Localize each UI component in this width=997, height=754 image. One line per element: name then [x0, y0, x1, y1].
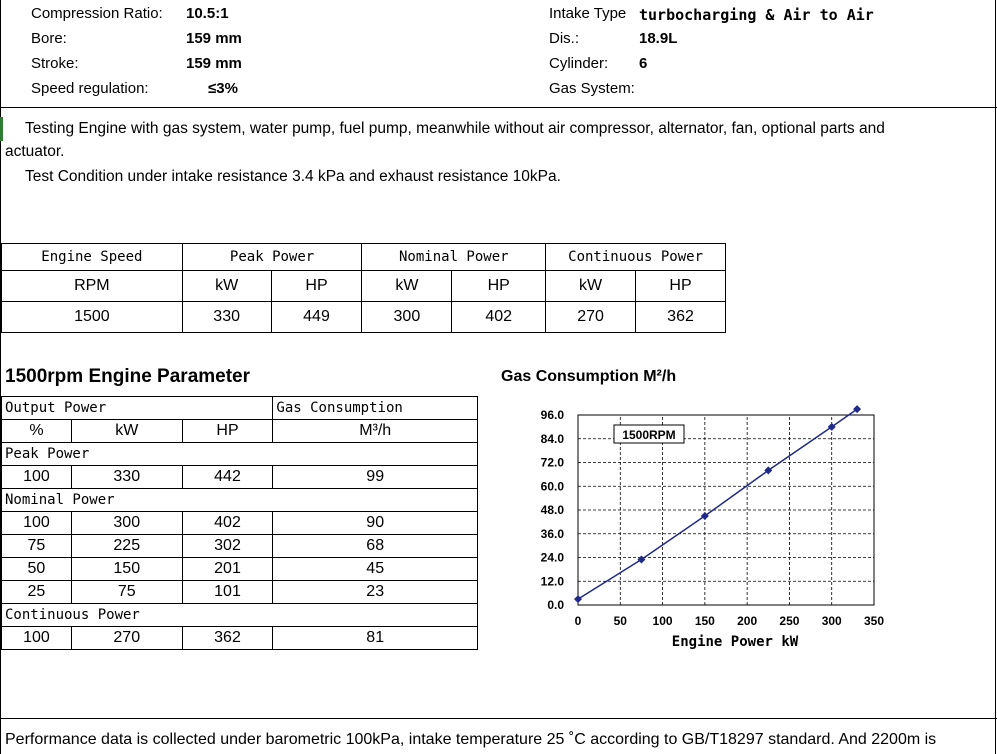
group-label-nominal: Nominal Power — [2, 489, 183, 512]
stroke-value: 159 mm — [186, 55, 242, 72]
note-line-1: Testing Engine with gas system, water pump, fuel pump, meanwhile without air compressor, alternator, fan, optional parts and — [25, 120, 885, 137]
power-table-units-row — [2, 271, 726, 302]
table-row — [2, 466, 478, 489]
header-engine-speed: Engine Speed — [2, 244, 183, 271]
cell-hp: 442 — [182, 466, 273, 489]
cylinder-value: 6 — [639, 55, 648, 72]
header-gas-consumption: Gas Consumption — [273, 397, 478, 420]
cell-hp: 101 — [182, 581, 273, 604]
unit-cell: HP — [636, 271, 726, 302]
cell-gas: 81 — [273, 627, 478, 650]
compression-ratio-value: 10.5:1 — [186, 5, 229, 22]
unit-cell: kW — [71, 420, 182, 443]
cell-kw: 300 — [71, 512, 182, 535]
table-row — [2, 627, 478, 650]
unit-cell: kW — [546, 271, 636, 302]
cell-percent: 100 — [2, 627, 72, 650]
group-spacer — [182, 443, 477, 466]
table-row — [2, 558, 478, 581]
y-tick-label: 48.0 — [540, 503, 564, 517]
cell-hp: 362 — [182, 627, 273, 650]
cell-gas: 23 — [273, 581, 478, 604]
data-point-marker — [574, 595, 582, 603]
table-row — [2, 581, 478, 604]
x-axis-label: Engine Power kW — [671, 634, 799, 650]
header-peak-power: Peak Power — [182, 244, 362, 271]
y-tick-label: 0.0 — [547, 598, 564, 612]
cell-gas: 90 — [273, 512, 478, 535]
gas-system-label: Gas System: — [549, 80, 635, 97]
value-cell: 300 — [362, 302, 452, 333]
power-table-header-row — [2, 244, 726, 271]
power-rating-table — [1, 243, 726, 333]
y-tick-label: 60.0 — [540, 479, 564, 494]
param-section-title: 1500rpm Engine Parameter — [5, 366, 251, 387]
intake-type-value: turbocharging & Air to Air — [639, 6, 874, 24]
y-tick-label: 96.0 — [540, 408, 564, 422]
x-tick-label: 150 — [694, 614, 715, 628]
x-tick-labels — [575, 614, 885, 628]
note-line-1b: actuator. — [5, 143, 65, 160]
legend-label: 1500RPM — [622, 428, 676, 442]
x-tick-label: 100 — [652, 614, 673, 628]
unit-cell: kW — [182, 271, 271, 302]
unit-cell: RPM — [2, 271, 183, 302]
bore-value: 159 mm — [186, 30, 242, 47]
compression-ratio-label: Compression Ratio: — [31, 5, 163, 22]
group-label-continuous: Continuous Power — [2, 604, 183, 627]
x-tick-label: 200 — [737, 614, 758, 628]
unit-cell: M³/h — [273, 420, 478, 443]
displacement-value: 18.9L — [639, 30, 678, 47]
section-divider-bottom — [0, 718, 997, 719]
value-cell: 1500 — [2, 302, 183, 333]
x-tick-label: 250 — [779, 614, 800, 628]
value-cell: 362 — [636, 302, 726, 333]
y-tick-label: 12.0 — [540, 574, 564, 589]
y-tick-label: 24.0 — [540, 550, 564, 565]
cell-hp: 302 — [182, 535, 273, 558]
selection-marker — [0, 117, 3, 141]
power-table-data-row — [2, 302, 726, 333]
cell-kw: 225 — [71, 535, 182, 558]
y-tick-label: 72.0 — [540, 455, 564, 470]
header-continuous-power: Continuous Power — [546, 244, 726, 271]
cylinder-label: Cylinder: — [549, 55, 609, 72]
group-row — [2, 489, 478, 512]
group-spacer — [182, 604, 477, 627]
value-cell: 270 — [546, 302, 636, 333]
x-tick-label: 300 — [821, 614, 842, 628]
y-tick-label: 84.0 — [540, 431, 564, 446]
note-line-2: Test Condition under intake resistance 3.4 kPa and exhaust resistance 10kPa. — [25, 168, 561, 185]
cell-kw: 75 — [71, 581, 182, 604]
x-tick-label: 50 — [613, 614, 627, 628]
unit-cell: HP — [271, 271, 362, 302]
group-row — [2, 604, 478, 627]
speed-regulation-value: ≤3% — [208, 80, 238, 97]
unit-cell: HP — [452, 271, 546, 302]
unit-cell: HP — [182, 420, 273, 443]
frame-right — [995, 0, 996, 754]
cell-percent: 25 — [2, 581, 72, 604]
cell-gas: 68 — [273, 535, 478, 558]
unit-cell: kW — [362, 271, 452, 302]
table-row — [2, 535, 478, 558]
header-output-power: Output Power — [2, 397, 273, 420]
cell-kw: 330 — [71, 466, 182, 489]
speed-regulation-label: Speed regulation: — [31, 80, 149, 97]
bore-label: Bore: — [31, 30, 67, 47]
group-label-peak: Peak Power — [2, 443, 183, 466]
y-tick-labels — [541, 408, 565, 612]
gas-consumption-chart — [530, 405, 890, 650]
y-tick-label: 36.0 — [540, 526, 564, 541]
group-row — [2, 443, 478, 466]
param-header-row — [2, 397, 478, 420]
cell-hp: 201 — [182, 558, 273, 581]
cell-gas: 45 — [273, 558, 478, 581]
stroke-label: Stroke: — [31, 55, 79, 72]
chart-title: Gas Consumption M²/h — [501, 368, 677, 385]
group-spacer — [182, 489, 477, 512]
displacement-label: Dis.: — [549, 30, 579, 47]
param-units-row — [2, 420, 478, 443]
header-nominal-power: Nominal Power — [362, 244, 546, 271]
value-cell: 449 — [271, 302, 362, 333]
cell-percent: 75 — [2, 535, 72, 558]
cell-percent: 100 — [2, 466, 72, 489]
section-divider-top — [0, 107, 997, 108]
x-tick-label: 0 — [574, 614, 582, 628]
table-row — [2, 512, 478, 535]
x-tick-label: 350 — [863, 614, 885, 628]
footer-note: Performance data is collected under barometric 100kPa, intake temperature 25 ˚C according to GB/T18297 standard. And 2200m is — [5, 731, 937, 748]
cell-kw: 270 — [71, 627, 182, 650]
intake-type-label: Intake Type — [549, 5, 627, 22]
cell-percent: 50 — [2, 558, 72, 581]
value-cell: 402 — [452, 302, 546, 333]
value-cell: 330 — [182, 302, 271, 333]
unit-cell: % — [2, 420, 72, 443]
cell-hp: 402 — [182, 512, 273, 535]
cell-gas: 99 — [273, 466, 478, 489]
cell-percent: 100 — [2, 512, 72, 535]
cell-kw: 150 — [71, 558, 182, 581]
engine-parameter-table — [1, 396, 478, 650]
